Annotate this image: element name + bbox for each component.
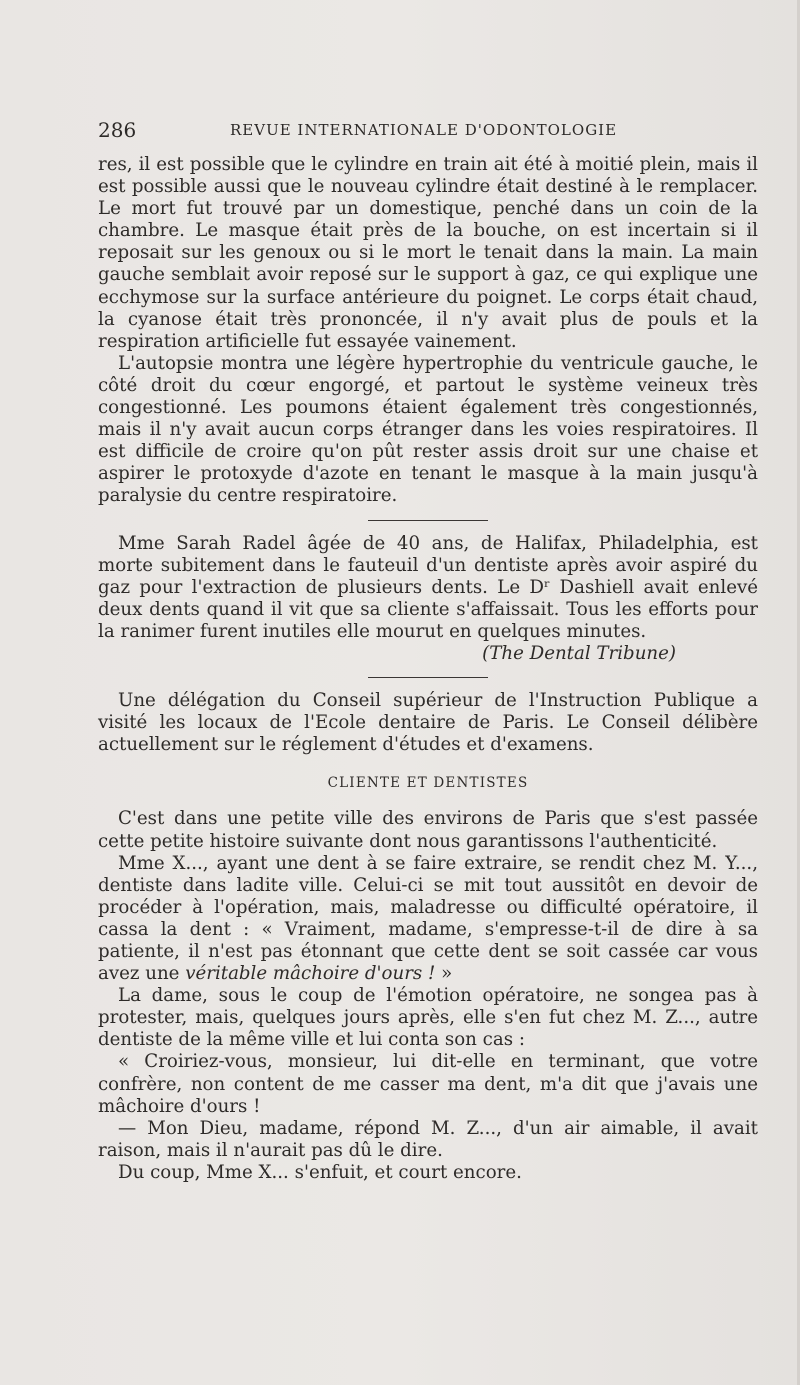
page-number: 286 [98, 118, 137, 142]
paragraph [98, 853, 758, 986]
section-divider [368, 520, 488, 521]
paragraph: L'autopsie montra une légère hypertrophie du ventricule gauche, le côté droit du cœur engorgé, et partout le système veineux très congestionné. Les poumons étaient également très congestionnés, mais il n'y avait aucun corps étranger dans les voies respiratoires. Il est difficile de croire qu'on pût rester assis droit sur une chaise et aspirer le protoxyde d'azote en tenant le masque à la main jusqu'à paralysie du centre respiratoire. [98, 352, 758, 507]
paragraph: La dame, sous le coup de l'émotion opératoire, ne songea pas à protester, mais, quelques jours après, elle s'en fut chez M. Z..., autre dentiste de la même ville et lui conta son cas : [98, 985, 758, 1051]
paragraph: Mme Sarah Radel âgée de 40 ans, de Halifax, Philadelphia, est morte subitement dans le fauteuil d'un dentiste après avoir aspiré du gaz pour l'extraction de plusieurs dents. Le Dʳ Dashiell avait enlevé deux dents quand il vit que sa cliente s'affaissait. Tous les efforts pour la ranimer furent inutiles elle mourut en quelques minutes. [98, 532, 758, 642]
text-run: Mme X..., ayant une dent à se faire extraire, se rendit chez M. Y..., dentiste dans ladite ville. Celui-ci se mit tout aussitôt en devoir de procéder à l'opération, mais, maladresse ou difficulté opératoire, il cassa la dent : « Vraiment, madame, s'empresse-t-il de dire à sa patiente, il n'est pas étonnant que cette dent se soit cassée car vous avez une [98, 852, 758, 985]
paragraph: — Mon Dieu, madame, répond M. Z..., d'un air aimable, il avait raison, mais il n'aurait pas dû le dire. [98, 1117, 758, 1161]
running-head [98, 118, 658, 144]
section-divider [368, 677, 488, 678]
text-run: » [435, 963, 453, 985]
paragraph: Une délégation du Conseil supérieur de l'Instruction Publique a visité les locaux de l'Ecole dentaire de Paris. Le Conseil délibère actuellement sur le réglement d'études et d'examens. [98, 690, 758, 756]
paragraph: res, il est possible que le cylindre en train ait été à moitié plein, mais il est possible aussi que le nouveau cylindre était destiné à le remplacer. Le mort fut trouvé par un domestique, penché dans un coin de la chambre. Le masque était près de la bouche, on est incertain si il reposait sur les genoux ou si le mort le tenait dans la main. La main gauche semblait avoir reposé sur le support à gaz, ce qui explique une ecchymose sur la surface antérieure du poignet. Le corps était chaud, la cyanose était très prononcée, il n'y avait plus de pouls et la respiration artificielle fut essayée vainement. [98, 154, 758, 352]
italic-quote: véritable mâchoire d'ours ! [185, 963, 436, 985]
paragraph: « Croiriez-vous, monsieur, lui dit-elle en terminant, que votre confrère, non content de me casser ma dent, m'a dit que j'avais une mâchoire d'ours ! [98, 1051, 758, 1117]
paragraph: C'est dans une petite ville des environs de Paris que s'est passée cette petite histoire suivante dont nous garantissons l'authenticité. [98, 808, 758, 852]
paragraph: Du coup, Mme X... s'enfuit, et court encore. [118, 1161, 522, 1183]
source-citation: (The Dental Tribune) [482, 642, 676, 664]
journal-title: REVUE INTERNATIONALE D'ODONTOLOGIE [230, 121, 618, 139]
page-body [98, 154, 758, 1184]
section-heading: CLIENTE ET DENTISTES [327, 775, 529, 792]
